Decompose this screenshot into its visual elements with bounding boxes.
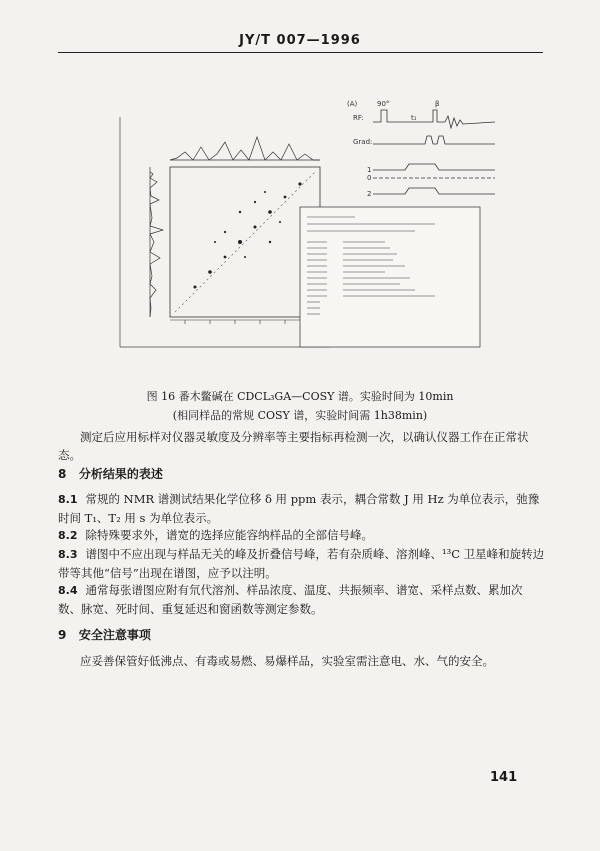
item-text: 通常每张谱图应附有氘代溶剂、样品浓度、温度、共振频率、谱宽、采样点数、累加次数、脉宽、死时间、重复延迟和窗函数等测定参数。 <box>58 583 523 616</box>
item-number: 8.3 <box>58 548 78 561</box>
svg-text:90°: 90° <box>377 100 390 108</box>
intro-paragraph: 测定后应用标样对仪器灵敏度及分辨率等主要指标再检测一次，以确认仪器工作在正常状态。 <box>58 430 529 462</box>
parameter-inset <box>300 207 480 347</box>
figure-caption: 图 16 番木鳖碱在 CDCL₃GA—COSY 谱。实验时间为 10min <box>146 390 454 403</box>
svg-text:(A): (A) <box>347 100 358 108</box>
section-number: 8 <box>58 467 67 481</box>
item-8-4 <box>58 581 545 618</box>
svg-text:t₁: t₁ <box>411 114 417 122</box>
left-projection <box>150 167 163 317</box>
item-text: 谱图中不应出现与样品无关的峰及折叠信号峰，若有杂质峰、溶剂峰、¹³C 卫星峰和旋转边带等其他“信号”出现在谱图，应予以注明。 <box>58 547 545 580</box>
item-8-2 <box>58 526 545 545</box>
item-number: 8.1 <box>58 493 78 506</box>
item-number: 8.2 <box>58 529 78 542</box>
cosy-spectrum-plot <box>115 92 515 372</box>
cross-peaks <box>194 182 302 288</box>
section-8-heading <box>58 465 163 482</box>
svg-text:0: 0 <box>367 174 372 182</box>
top-projection <box>170 137 320 160</box>
section-number: 9 <box>58 628 67 642</box>
diagonal <box>175 172 315 312</box>
item-text: 除特殊要求外，谱宽的选择应能容纳样品的全部信号峰。 <box>85 528 373 542</box>
section-title: 分析结果的表述 <box>78 467 163 481</box>
bottom-ticks <box>170 320 320 324</box>
section-9-text: 应妥善保管好低沸点、有毒或易燃、易爆样品，实验室需注意电、水、气的安全。 <box>80 654 494 668</box>
svg-text:2: 2 <box>367 190 372 198</box>
svg-text:1: 1 <box>367 166 372 174</box>
figure-caption-note: (相同样品的常规 COSY 谱，实验时间需 1h38min) <box>172 409 428 422</box>
svg-text:β: β <box>435 100 440 108</box>
document-header: JY/T 007—1996 <box>239 33 361 48</box>
spectrum-frame <box>170 167 320 317</box>
section-9-heading <box>58 626 151 643</box>
item-8-3 <box>58 545 545 582</box>
header-rule <box>58 52 543 53</box>
svg-text:RF:: RF: <box>353 114 364 122</box>
svg-text:Grad:: Grad: <box>353 138 373 146</box>
page-number: 141 <box>490 770 518 785</box>
item-8-1 <box>58 490 545 527</box>
item-text: 常规的 NMR 谱测试结果化学位移 δ 用 ppm 表示，耦合常数 J 用 Hz 为单位表示，弛豫时间 T₁、T₂ 用 s 为单位表示。 <box>58 492 540 525</box>
pulse-lines <box>373 110 495 194</box>
pulse-sequence <box>347 100 439 198</box>
item-number: 8.4 <box>58 584 78 597</box>
section-title: 安全注意事项 <box>78 628 151 642</box>
cosy-spectrum-figure <box>115 92 515 372</box>
